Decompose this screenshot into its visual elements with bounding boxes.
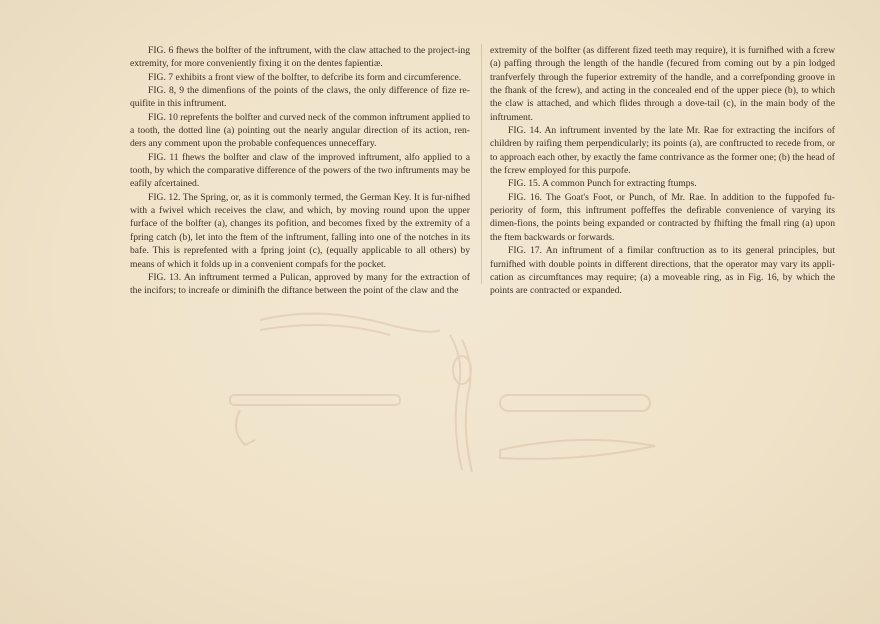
paragraph-fig-13: FIG. 13. An inftrument termed a Pulican, approved by many for the extraction of the incifors; to increafe or diminifh the diftance between the point of the claw and the [130, 271, 470, 297]
paragraph-fig-13-cont: extremity of the bolfter (as different fized teeth may require), it is furnifhed with a fcrew (a) paffing through the length of the handle (fecured from coming out by a pin lodged tranfverfely through the fuperior extremity of the handle, and a correfponding groove in the fhank of the fcrew), and acting in the concealed end of the upper piece (b), to which the claw is attached, and which flides through a dove-tail (c), in the main body of the inftrument. [490, 45, 835, 123]
paragraph-fig-11: FIG. 11 fhews the bolfter and claw of the improved inftrument, alfo applied to a tooth, by which the comparative difference of the powers of the two inftruments may be eafily afcertained. [130, 151, 470, 190]
left-text-column [130, 44, 470, 298]
paragraph-fig-7: FIG. 7 exhibits a front view of the bolfter, to defcribe its form and circumference. [148, 71, 462, 83]
show-through-illustration [200, 300, 670, 490]
paragraph-fig-10: FIG. 10 reprefents the bolfter and curved neck of the common inftrument applied to a tooth, the dotted line (a) pointing out the nearly angular direction of its action, ren-ders any comment upon the probable confequences unneceffary. [130, 111, 470, 150]
paragraph-fig-14: FIG. 14. An inftrument invented by the late Mr. Rae for extracting the incifors of children by raifing them perpendicularly; its points (a), are conftructed to recede from, or to approach each other, by exactly the fame contrivance as the former one; (b) the head of the fcrew employed for this purpofe. [490, 125, 835, 177]
right-text-column [490, 44, 835, 298]
paragraph-fig-15: FIG. 15. A common Punch for extracting ftumps. [508, 178, 697, 190]
column-divider [481, 44, 482, 284]
paragraph-fig-17: FIG. 17. An inftrument of a fimilar conftruction as to its general principles, but furnifhed with double points in different directions, that the operator may vary its appli-cation as circumftances may require; (a) a moveable ring, as in Fig. 16, by which the points are contracted or expanded. [490, 245, 835, 297]
paragraph-fig-16: FIG. 16. The Goat's Foot, or Punch, of Mr. Rae. In addition to the fuppofed fu-periority of form, this inftrument poffeffes the defirable convenience of varying its dimen-fions, the points being expanded or contracted by fhifting the fmall ring (a) upon the ftem backwards or forwards. [490, 191, 835, 243]
paragraph-fig-6: FIG. 6 fhews the bolfter of the inftrument, with the claw attached to the project-ing extremity, for more conveniently fixing it on the dentes fapientiæ. [130, 45, 470, 70]
paragraph-fig-8-9: FIG. 8, 9 the dimenfions of the points of the claws, the only difference of fize re-quifite in this inftrument. [130, 85, 470, 110]
paragraph-fig-12: FIG. 12. The Spring, or, as it is commonly termed, the German Key. It is fur-nifhed with a fwivel which receives the claw, and which, by moving round upon the upper furface of the bolfter (a), changes its pofition, and becomes fixed by the extremity of a fpring catch (b), let into the ftem of the inftrument, falling into one of the notches in its bafe. This is reprefented with a fpring joint (c), (equally applicable to all others) by means of which it folds up in a convenient compafs for the pocket. [130, 191, 470, 270]
